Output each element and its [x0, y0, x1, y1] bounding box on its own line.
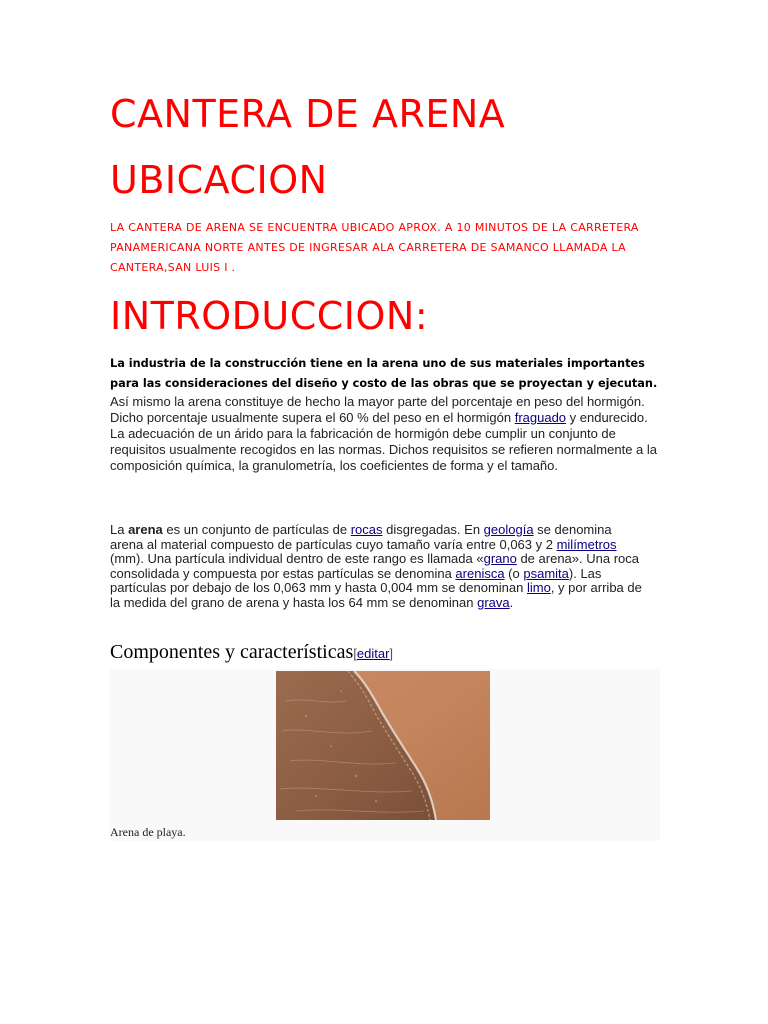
edit-bracket-close: ]	[389, 646, 394, 661]
intro-heading: INTRODUCCION:	[110, 294, 429, 338]
location-heading: UBICACION	[110, 158, 328, 202]
link-grava[interactable]: grava	[477, 594, 510, 610]
section-heading-componentes	[110, 640, 660, 670]
arena-text-1: La	[110, 522, 129, 537]
figure-caption: Arena de playa.	[110, 825, 186, 839]
arena-text-6: de arena». Una roca consolidada y compuesta por estas partículas se denomina	[110, 551, 639, 581]
location-paragraph: LA CANTERA DE ARENA SE ENCUENTRA UBICADO APROX. A 10 MINUTOS DE LA CARRETERA PANAMERICANA NORTE ANTES DE INGRESAR ALA CARRETERA DE SAMANCO LLAMADA LA CANTERA,SAN LUIS I .	[110, 221, 639, 274]
arena-text-4: se denomina arena al material compuesto de partículas cuyo tamaño varía entre 0,063 y 2	[110, 522, 612, 552]
arena-text-10: .	[509, 594, 514, 610]
link-limo[interactable]: limo	[526, 580, 551, 596]
intro-paragraph	[110, 354, 660, 474]
edit-bracket-open: [	[353, 646, 357, 661]
link-arenisca[interactable]: arenisca	[455, 565, 505, 581]
section-heading-text: Componentes y características	[110, 641, 354, 663]
arena-text-9: , y por arriba de la medida del grano de arena y hasta los 64 mm se denominan	[110, 580, 642, 610]
arena-text-5: (mm). Una partícula individual dentro de este rango es llamada «	[110, 551, 484, 567]
edit-link[interactable]: editar	[356, 646, 390, 661]
link-rocas[interactable]: rocas	[350, 522, 383, 537]
intro-text-1: Así mismo la arena constituye de hecho la mayor parte del porcentaje en peso del hormigón. Dicho porcentaje usualmente supera el 60 % del peso en el hormigón	[110, 394, 645, 425]
arena-text-3: disgregadas. En	[382, 522, 484, 537]
link-geologia[interactable]: geología	[483, 522, 534, 537]
link-milimetros[interactable]: milímetros	[556, 536, 617, 552]
figure-box	[110, 669, 660, 841]
arena-text-2: es un conjunto de partículas de	[162, 522, 351, 537]
link-fraguado[interactable]: fraguado	[514, 410, 567, 425]
beach-sand-image	[276, 671, 490, 820]
intro-lead-bold: La industria de la construcción tiene en la arena uno de sus materiales importantes para las consideraciones del diseño y costo de las obras que se proyectan y ejecutan.	[110, 357, 658, 390]
link-psamita[interactable]: psamita	[523, 565, 569, 581]
arena-definition-paragraph	[110, 523, 645, 611]
arena-text-7: (o	[504, 565, 524, 581]
intro-text-2: y endurecido. La adecuación de un árido para la fabricación de hormigón debe cumplir un conjunto de requisitos usualmente recogidos en las normas. Dichos requisitos se refieren normalmente a la composición química, la granulometría, los coeficientes de forma y el tamaño.	[110, 410, 657, 473]
arena-text-8: ). Las partículas por debajo de los 0,063 mm y hasta 0,004 mm se denominan	[110, 565, 602, 596]
arena-bold-term: arena	[128, 522, 163, 537]
link-grano[interactable]: grano	[483, 551, 517, 567]
document-title: CANTERA DE ARENA	[110, 92, 506, 136]
